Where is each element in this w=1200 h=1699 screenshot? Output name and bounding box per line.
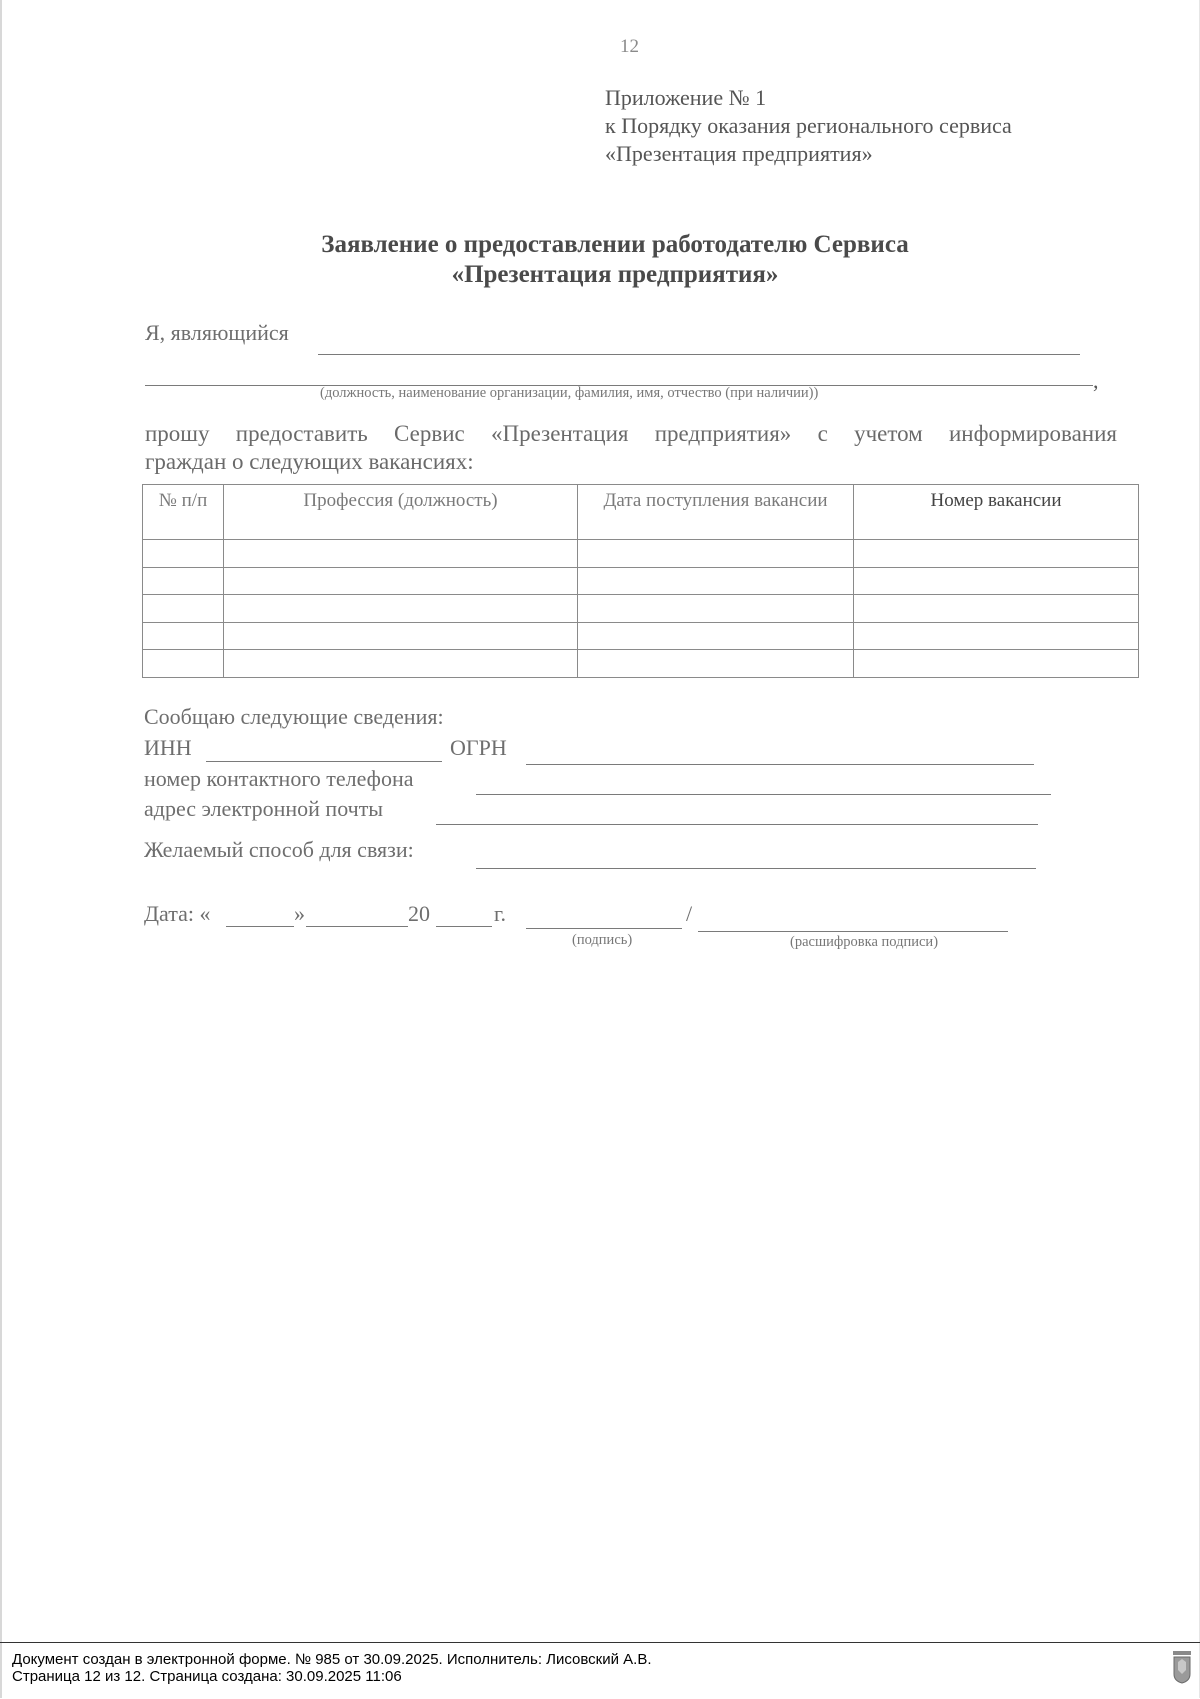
date-year-field[interactable] — [436, 926, 492, 927]
request-line-2: граждан о следующих вакансиях: — [145, 449, 474, 474]
table-row — [143, 567, 1139, 595]
table-cell[interactable] — [854, 595, 1139, 623]
appendix-header — [605, 84, 1012, 168]
signature-decoding-note: (расшифровка подписи) — [790, 934, 939, 950]
signature-note: (подпись) — [572, 932, 633, 948]
table-cell[interactable] — [578, 622, 854, 650]
signature-slash: / — [686, 901, 693, 926]
header-date: Дата поступления вакансии — [578, 485, 854, 540]
footer-line-2: Страница 12 из 12. Страница создана: 30.09.2025 11:06 — [12, 1668, 402, 1685]
signature-decoding-field[interactable] — [698, 931, 1008, 932]
table-header-row — [143, 485, 1139, 540]
title-line-2: «Презентация предприятия» — [451, 261, 779, 288]
applicant-note: (должность, наименование организации, фамилия, имя, отчество (при наличии)) — [320, 385, 819, 401]
table-cell[interactable] — [578, 595, 854, 623]
request-line-1: прошу предоставить Сервис «Презентация предприятия» с учетом информирования — [145, 421, 1117, 446]
table-row — [143, 540, 1139, 568]
table-row — [143, 595, 1139, 623]
applicant-label: Я, являющийся — [145, 320, 289, 345]
table-row — [143, 650, 1139, 678]
ogrn-field[interactable] — [526, 764, 1034, 765]
table-row — [143, 622, 1139, 650]
document-title — [200, 230, 1030, 290]
date-year-suffix: г. — [494, 901, 507, 926]
table-cell[interactable] — [224, 540, 578, 568]
signature-field[interactable] — [526, 928, 682, 929]
table-cell[interactable] — [224, 595, 578, 623]
inn-label: ИНН — [144, 735, 192, 760]
contact-method-label: Желаемый способ для связи: — [144, 837, 414, 862]
date-day-field[interactable] — [226, 926, 294, 927]
table-cell[interactable] — [854, 622, 1139, 650]
table-cell[interactable] — [578, 540, 854, 568]
table-cell[interactable] — [578, 650, 854, 678]
table-cell[interactable] — [143, 595, 224, 623]
coat-of-arms-icon — [1172, 1650, 1192, 1684]
footer-line-1: Документ создан в электронной форме. № 985 от 30.09.2025. Исполнитель: Лисовский А.В. — [12, 1651, 652, 1668]
email-label: адрес электронной почты — [144, 796, 384, 821]
table-cell[interactable] — [224, 650, 578, 678]
document-footer — [0, 1642, 1200, 1699]
phone-label: номер контактного телефона — [144, 766, 414, 791]
table-cell[interactable] — [854, 567, 1139, 595]
table-cell[interactable] — [143, 540, 224, 568]
table-cell[interactable] — [224, 567, 578, 595]
date-close-quote: » — [294, 901, 305, 926]
appendix-line-3: «Презентация предприятия» — [605, 141, 873, 166]
header-vacancy-number: Номер вакансии — [854, 485, 1139, 540]
table-cell[interactable] — [854, 540, 1139, 568]
request-text — [145, 420, 1117, 476]
appendix-line-2: к Порядку оказания регионального сервиса — [605, 113, 1012, 138]
table-cell[interactable] — [143, 622, 224, 650]
appendix-line-1: Приложение № 1 — [605, 85, 767, 110]
ogrn-label: ОГРН — [450, 735, 507, 760]
table-cell[interactable] — [224, 622, 578, 650]
phone-field[interactable] — [476, 794, 1051, 795]
inn-field[interactable] — [206, 761, 442, 762]
applicant-line-1[interactable] — [318, 354, 1080, 355]
table-cell[interactable] — [854, 650, 1139, 678]
table-cell[interactable] — [143, 567, 224, 595]
vacancy-table — [142, 484, 1139, 678]
title-line-1: Заявление о предоставлении работодателю Сервиса — [321, 231, 909, 258]
page-number: 12 — [620, 36, 639, 57]
date-label: Дата: « — [144, 901, 211, 926]
email-field[interactable] — [436, 824, 1038, 825]
header-number: № п/п — [143, 485, 224, 540]
date-year-prefix: 20 — [408, 901, 430, 926]
table-cell[interactable] — [578, 567, 854, 595]
date-month-field[interactable] — [306, 926, 408, 927]
table-cell[interactable] — [143, 650, 224, 678]
applicant-comma: , — [1093, 368, 1099, 393]
header-profession: Профессия (должность) — [224, 485, 578, 540]
details-intro: Сообщаю следующие сведения: — [144, 704, 444, 729]
contact-method-field[interactable] — [476, 868, 1036, 869]
